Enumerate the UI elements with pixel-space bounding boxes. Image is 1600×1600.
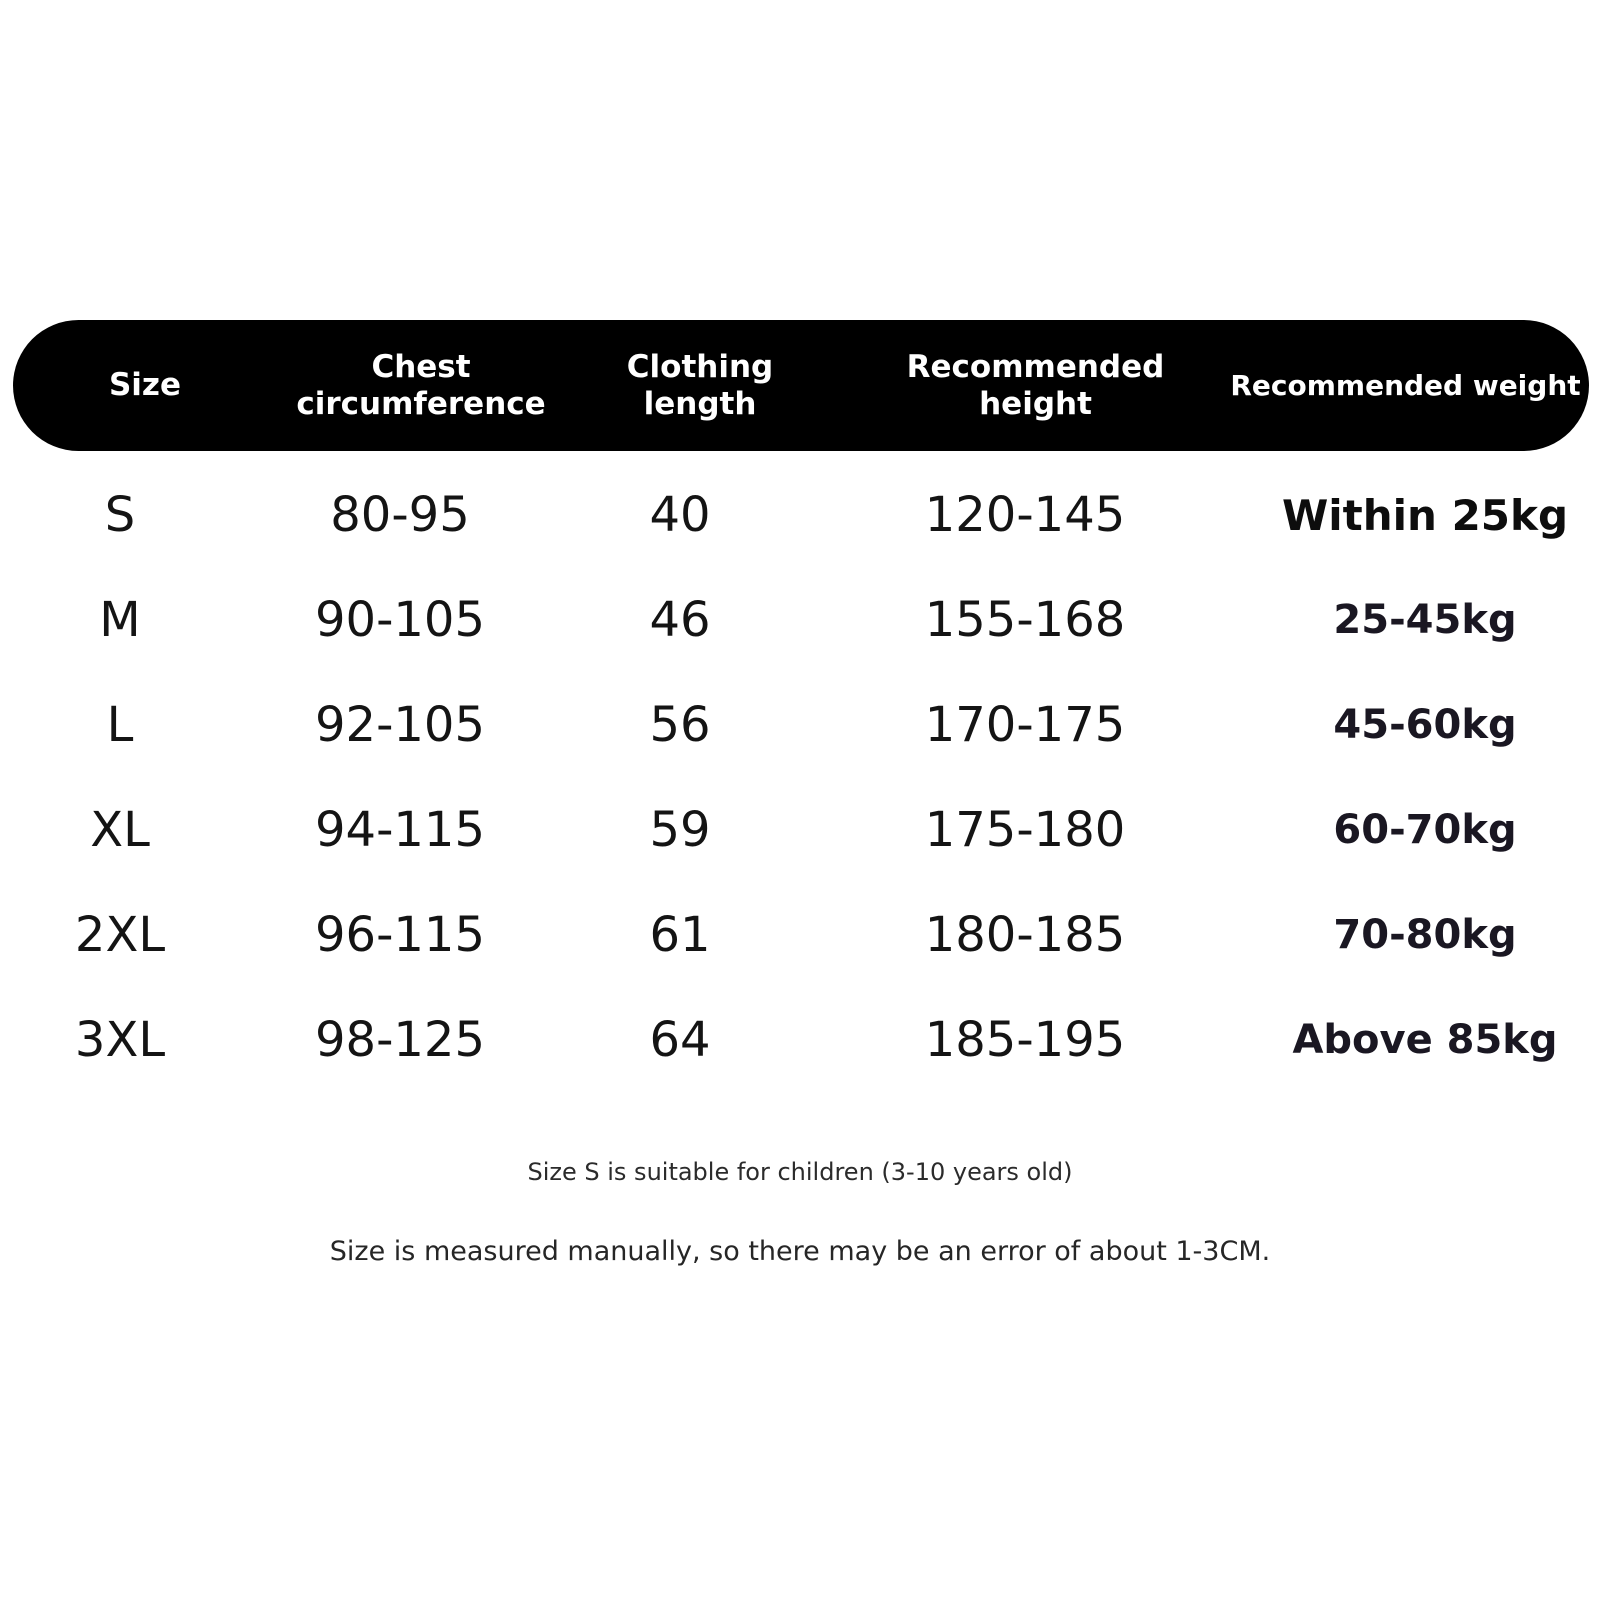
cell-height: 185-195 <box>924 1012 1126 1068</box>
cell-size: 2XL <box>74 907 166 963</box>
cell-chest: 98-125 <box>314 1012 485 1068</box>
cell-length: 64 <box>649 1012 711 1068</box>
cell-weight: Above 85kg <box>1292 1017 1558 1063</box>
header-size: Size <box>108 367 182 404</box>
cell-chest: 96-115 <box>314 907 485 963</box>
cell-length: 59 <box>649 802 711 858</box>
table-row-xl <box>0 785 1600 875</box>
header-chest-circumference: Chest circumference <box>296 348 546 422</box>
header-clothing-length: Clothing length <box>626 348 774 422</box>
header-recommended-weight: Recommended weight <box>1230 368 1581 402</box>
cell-height: 175-180 <box>924 802 1126 858</box>
table-row-l <box>0 680 1600 770</box>
cell-weight: Within 25kg <box>1281 490 1569 540</box>
cell-chest: 92-105 <box>314 697 485 753</box>
cell-weight: 60-70kg <box>1333 807 1517 853</box>
cell-size: L <box>106 697 134 753</box>
children-size-note: Size S is suitable for children (3-10 years old) <box>527 1158 1073 1186</box>
table-row-m <box>0 575 1600 665</box>
cell-chest: 94-115 <box>314 802 485 858</box>
cell-length: 61 <box>649 907 711 963</box>
measurement-error-note: Size is measured manually, so there may be an error of about 1-3CM. <box>329 1236 1271 1267</box>
cell-length: 46 <box>649 592 711 648</box>
header-recommended-height: Recommended height <box>906 348 1165 422</box>
cell-length: 40 <box>649 487 711 543</box>
cell-weight: 70-80kg <box>1333 912 1517 958</box>
cell-weight: 25-45kg <box>1333 597 1517 643</box>
cell-size: 3XL <box>74 1012 166 1068</box>
cell-height: 120-145 <box>924 487 1126 543</box>
table-row-2xl <box>0 890 1600 980</box>
table-row-3xl <box>0 995 1600 1085</box>
table-row-s <box>0 470 1600 560</box>
cell-height: 170-175 <box>924 697 1126 753</box>
cell-length: 56 <box>649 697 711 753</box>
cell-size: M <box>99 592 141 648</box>
table-header-bar <box>13 320 1589 451</box>
cell-weight: 45-60kg <box>1333 702 1517 748</box>
cell-height: 155-168 <box>924 592 1126 648</box>
cell-size: S <box>104 487 136 543</box>
cell-height: 180-185 <box>924 907 1126 963</box>
cell-chest: 90-105 <box>314 592 485 648</box>
cell-size: XL <box>90 802 150 858</box>
cell-chest: 80-95 <box>330 487 470 543</box>
